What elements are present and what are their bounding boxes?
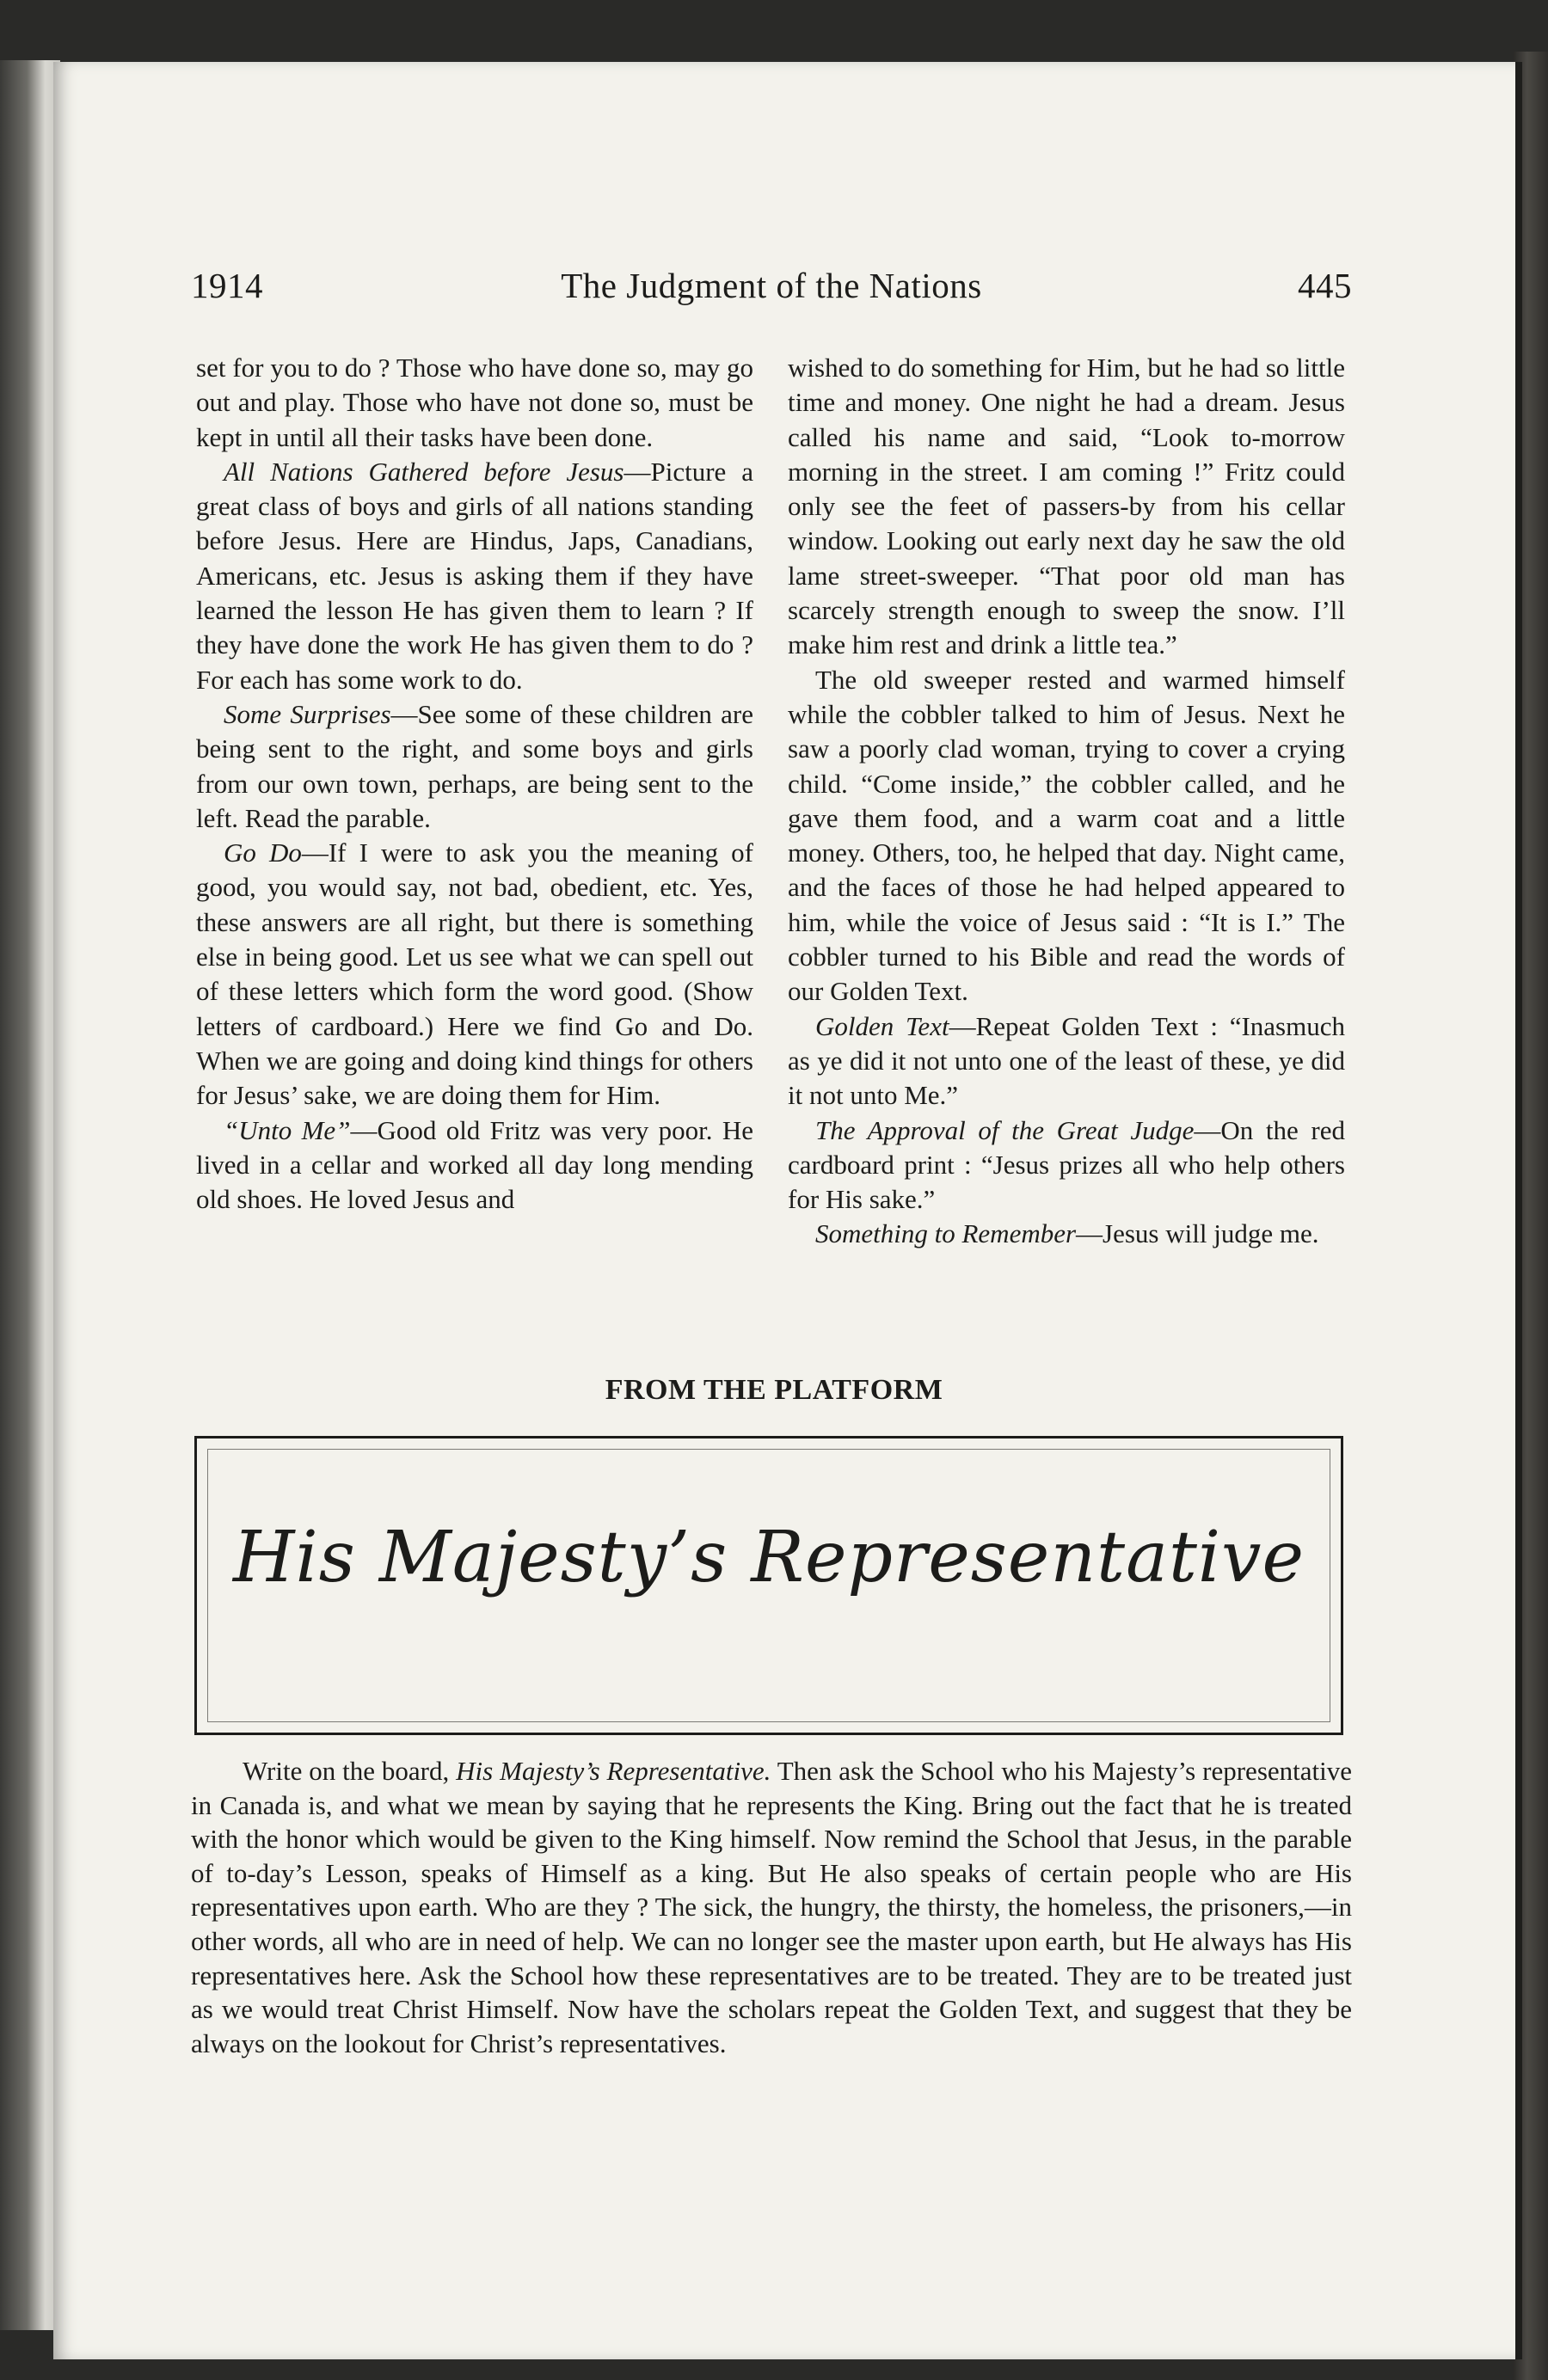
paragraph-lead: Some Surprises bbox=[224, 698, 391, 729]
paragraph: set for you to do ? Those who have done so, may go out and play. Those who have not done so, must be kept in until all their tasks have been done. bbox=[196, 353, 753, 452]
paragraph: The Approval of the Great Judge—On the red cardboard print : “Jesus prizes all who help others for His sake.” bbox=[788, 1114, 1345, 1215]
section-heading: FROM THE PLATFORM bbox=[605, 1374, 943, 1406]
paragraph: All Nations Gathered before Jesus—Picture a great class of boys and girls of all nations standing before Jesus. Here are Hindus, Japs, Canadians, Americans, etc. Jesus is asking them if they have learned the lesson He has given them to learn ? If they have done the work He has given them to do ? For each has some work to do. bbox=[196, 456, 753, 695]
paragraph: Some Surprises—See some of these children are being sent to the right, and some boys and girls from our own town, perhaps, are being sent to the left. Read the parable. bbox=[196, 698, 753, 833]
paragraph-lead: “Unto Me” bbox=[224, 1114, 351, 1145]
blackboard-script-title: His Majesty’s Representative bbox=[232, 1517, 1305, 1598]
right-column bbox=[788, 351, 1345, 1252]
header-year: 1914 bbox=[191, 266, 263, 305]
paragraph-lead: Golden Text bbox=[815, 1010, 949, 1041]
paragraph: Something to Remember—Jesus will judge me. bbox=[815, 1218, 1319, 1249]
running-header bbox=[191, 265, 1352, 316]
paragraph: The old sweeper rested and warmed himself while the cobbler talked to him of Jesus. Next he saw a poorly clad woman, trying to cover a crying child. “Come inside,” the cobbler called, and he gave them food, and a warm coat and a little money. Others, too, he helped that day. Night came, and the faces of those he had helped appeared to him, while the voice of Jesus said : “It is I.” The cobbler turned to his Bible and read the words of our Golden Text. bbox=[788, 664, 1345, 1007]
book-left-edge bbox=[0, 60, 60, 2330]
paragraph-lead: Something to Remember bbox=[815, 1218, 1077, 1249]
header-title: The Judgment of the Nations bbox=[561, 266, 982, 305]
paragraph: “Unto Me”—Good old Fritz was very poor. He lived in a cellar and worked all day long mending old shoes. He loved Jesus and bbox=[196, 1114, 753, 1215]
paragraph-lead: Go Do bbox=[224, 837, 302, 868]
platform-paragraph: Write on the board, His Majesty’s Representative. Then ask the School who his Majesty’s representative in Canada is, and what we mean by saying that he represents the King. Bring out the fact that he is treated with the honor which would be given to the King himself. Now remind the School that Jesus, in the parable of to-day’s Lesson, speaks of Himself as a king. But He also speaks of certain people who are His representatives upon earth. Who are they ? The sick, the hungry, the thirsty, the homeless, the prisoners,—in other words, all who are in need of help. We can no longer see the master upon earth, but He always has His representatives here. Ask the School how these representatives are to be treated. They are to be treated just as we would treat Christ Himself. Now have the scholars repeat the Golden Text, and suggest that they be always on the lookout for Christ’s representatives. bbox=[191, 1756, 1353, 2058]
paragraph: wished to do something for Him, but he had so little time and money. One night he had a dream. Jesus called his name and said, “Look to-morrow morning in the street. I am coming !” Fritz could only see the feet of passers-by from his cellar window. Looking out early next day he saw the old lame street-sweeper. “That poor old man has scarcely strength enough to sweep the snow. I’ll make him rest and drink a little tea.” bbox=[788, 353, 1345, 660]
paragraph-lead: All Nations Gathered before Jesus bbox=[224, 456, 624, 487]
board-title-reference: His Majesty’s Representative. bbox=[456, 1756, 771, 1786]
paragraph: Golden Text—Repeat Golden Text : “Inasmuch as ye did it not unto one of the least of these, ye did it not unto Me.” bbox=[788, 1010, 1345, 1111]
blackboard-box bbox=[194, 1436, 1343, 1735]
page-number: 445 bbox=[1298, 266, 1352, 305]
left-column bbox=[196, 351, 753, 1217]
paragraph: Go Do—If I were to ask you the meaning of good, you would say, not bad, obedient, etc. Yes, these answers are all right, but there is something else in being good. Let us see what we can spell out of these letters which form the word good. (Show letters of cardboard.) Here we find Go and Do. When we are going and doing kind things for others for Jesus’ sake, we are doing them for Him. bbox=[196, 837, 754, 1111]
paragraph-lead: The Approval of the Great Judge bbox=[815, 1114, 1195, 1145]
